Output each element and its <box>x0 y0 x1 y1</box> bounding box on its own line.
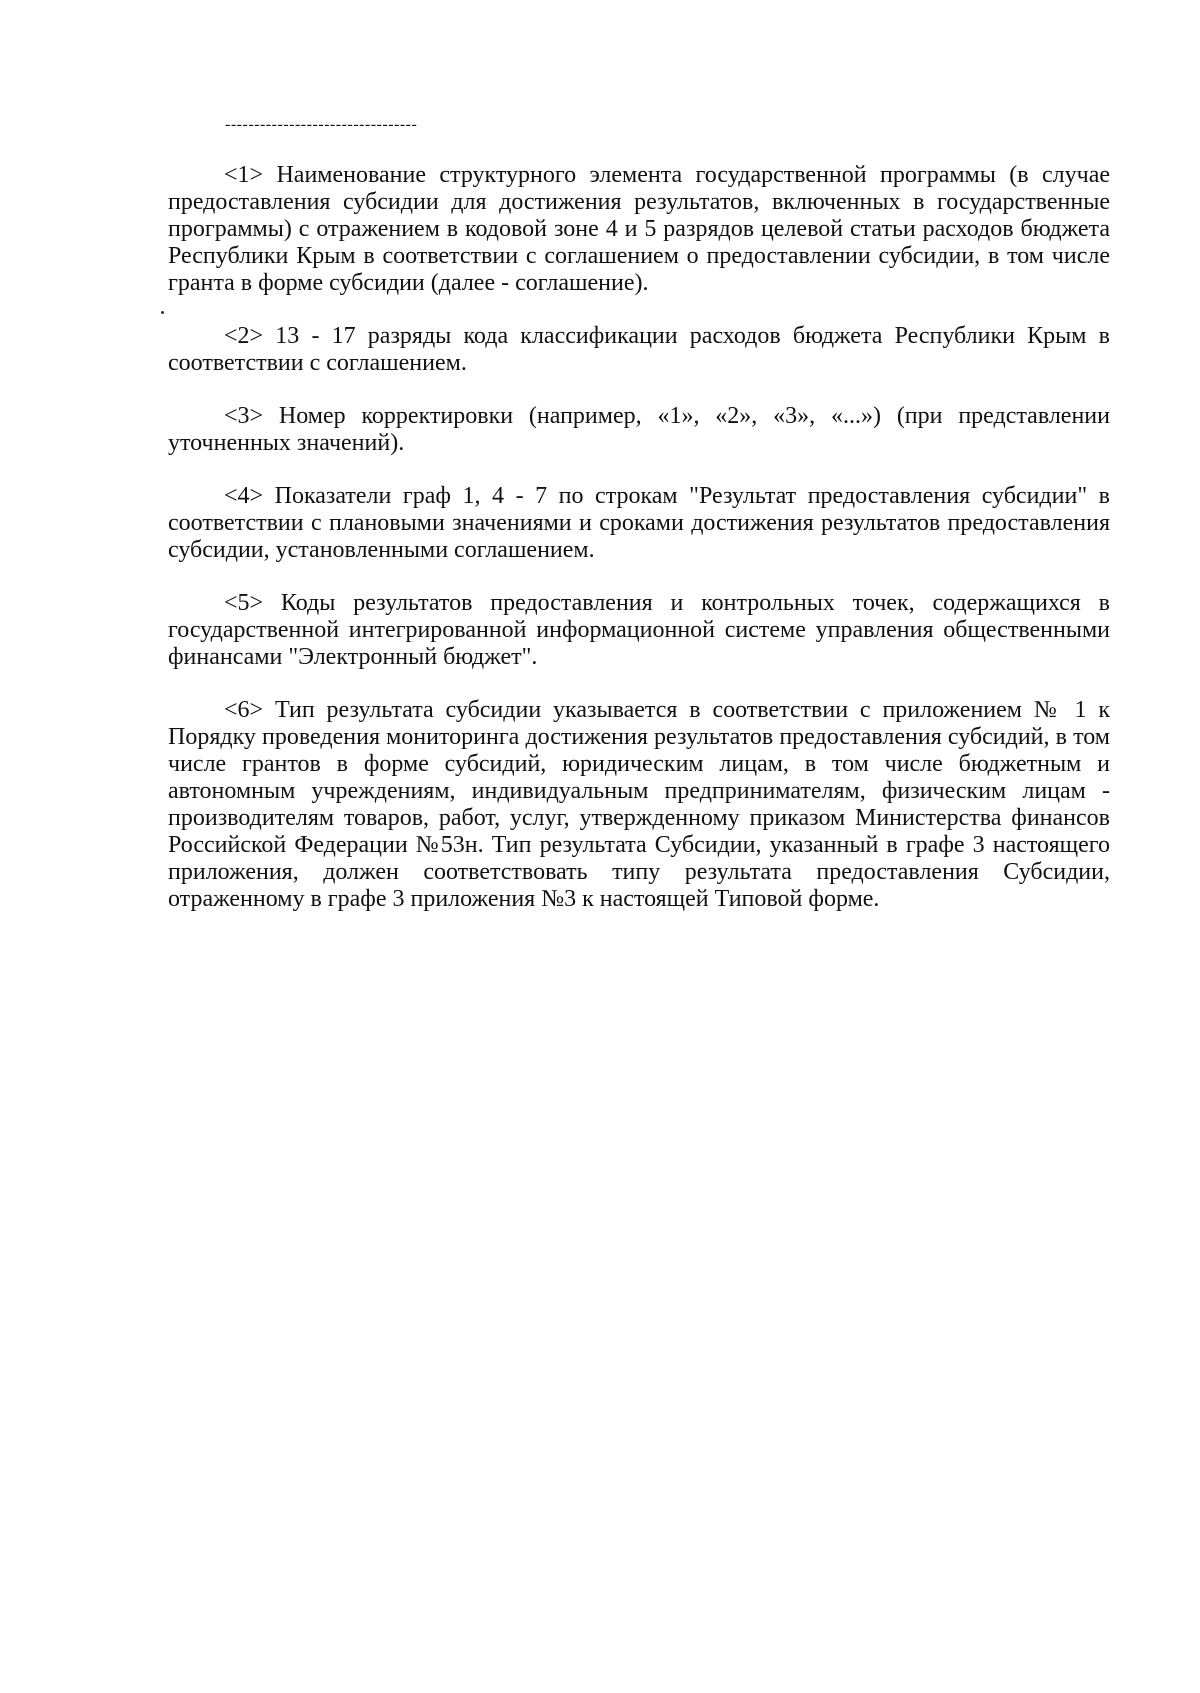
footnote-1: <1> Наименование структурного элемента государственной программы (в случае предоставления субсидии для достижения результатов, включенных в государственные программы) с отражением в кодовой зоне 4 и 5 разрядов целевой статьи расходов бюджета Республики Крым в соответствии с соглашением о предоставлении субсидии, в том числе гранта в форме субсидии (далее - соглашение). <box>168 162 1110 296</box>
footnote-5: <5> Коды результатов предоставления и контрольных точек, содержащихся в государственной интегрированной информационной системе управления общественными финансами "Электронный бюджет". <box>168 590 1110 670</box>
scan-dot-mark <box>161 311 164 314</box>
footnote-2: <2> 13 - 17 разряды кода классификации расходов бюджета Республики Крым в соответствии с соглашением. <box>168 323 1110 376</box>
footnote-separator: --------------------------------- <box>225 116 418 133</box>
footnotes-block <box>168 162 1110 939</box>
footnote-3: <3> Номер корректировки (например, «1», «2», «3», «...») (при представлении уточненных значений). <box>168 403 1110 456</box>
footnote-6: <6> Тип результата субсидии указывается в соответствии с приложением № 1 к Порядку проведения мониторинга достижения результатов предоставления субсидий, в том числе грантов в форме субсидий, юридическим лицам, в том числе бюджетным и автономным учреждениям, индивидуальным предпринимателям, физическим лицам - производителям товаров, работ, услуг, утвержденному приказом Министерства финансов Российской Федерации №53н. Тип результата Субсидии, указанный в графе 3 настоящего приложения, должен соответствовать типу результата предоставления Субсидии, отраженному в графе 3 приложения №3 к настоящей Типовой форме. <box>168 697 1110 912</box>
footnote-4: <4> Показатели граф 1, 4 - 7 по строкам "Результат предоставления субсидии" в соответствии с плановыми значениями и сроками достижения результатов предоставления субсидии, установленными соглашением. <box>168 483 1110 563</box>
